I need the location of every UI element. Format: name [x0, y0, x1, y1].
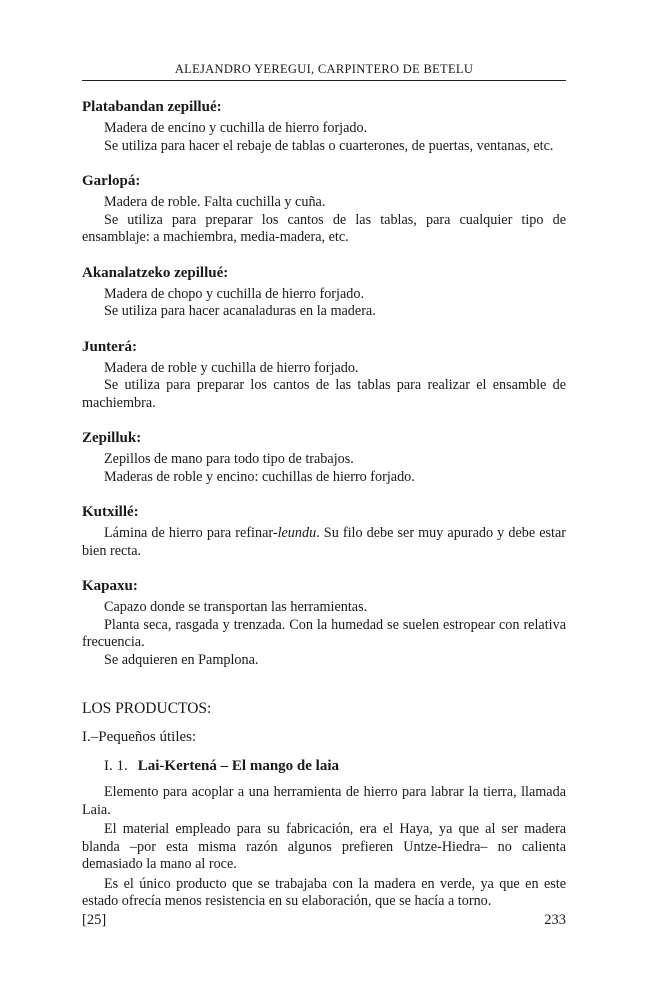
entry-akanalatzeko — [82, 264, 566, 321]
paragraph: Elemento para acoplar a una herramienta de hierro para labrar la tierra, llamada Laia. — [82, 784, 566, 818]
entry-juntera — [82, 338, 566, 413]
entry-title: Kapaxu: — [82, 578, 138, 594]
entry-text: Se utiliza para preparar los cantos de las tablas, para cualquier tipo de ensamblaje: a machiembra, media-madera, etc. — [82, 211, 566, 245]
entry-text — [82, 525, 566, 560]
entry-kutxille — [82, 503, 566, 560]
paragraph: El material empleado para su fabricación, era el Haya, ya que al ser madera blanda –por esta misma razón algunos prefieren Untze-Hiedra– no calienta demasiado la mano al roce. — [82, 821, 566, 872]
entry-text: Se utiliza para hacer el rebaje de tablas o cuarterones, de puertas, ventanas, etc. — [104, 137, 554, 154]
page-number: 233 — [544, 912, 566, 928]
footer-reference: [25] — [82, 912, 107, 928]
entry-title: Kutxillé: — [82, 504, 139, 520]
entry-text: Madera de roble. Falta cuchilla y cuña. — [104, 194, 326, 210]
entry-kapaxu — [82, 577, 566, 669]
running-header: ALEJANDRO YEREGUI, CARPINTERO DE BETELU — [82, 62, 566, 81]
entry-text: Maderas de roble y encino: cuchillas de hierro forjado. — [104, 468, 415, 485]
entry-text: Se utiliza para hacer acanaladuras en la madera. — [104, 303, 376, 319]
paragraph: Es el único producto que se trabajaba con la madera en verde, ya que en este estado ofrecía menos resistencia en su elaboración, que se hacía a torno. — [82, 875, 566, 909]
section-title: LOS PRODUCTOS: — [82, 700, 212, 717]
entry-title: Platabandan zepillué: — [82, 99, 222, 115]
entry-text: Se adquieren en Pamplona. — [104, 651, 259, 668]
entry-title: Garlopá: — [82, 173, 141, 189]
text-run: . Su filo debe ser muy apurado y debe estar bien recta. — [82, 525, 566, 559]
italic-term: leundu — [277, 525, 317, 541]
text-run: Lámina de hierro para refinar- — [104, 525, 278, 541]
entry-text: Madera de encino y cuchilla de hierro forjado. — [104, 120, 368, 136]
item-heading — [82, 757, 566, 776]
item-number: I. 1. — [104, 758, 128, 774]
entry-text: Capazo donde se transportan las herramientas. — [104, 599, 368, 615]
entry-garlopa — [82, 172, 566, 247]
entry-text: Se utiliza para preparar los cantos de las tablas para realizar el ensamble de machiembra. — [82, 377, 566, 411]
page-footer — [82, 912, 566, 929]
entry-platabandan — [82, 98, 566, 155]
entry-text: Planta seca, rasgada y trenzada. Con la humedad se suelen estropear con relativa frecuencia. — [82, 616, 566, 650]
entry-zepilluk — [82, 429, 566, 486]
subsection-title: I.–Pequeños útiles: — [82, 729, 197, 745]
entry-text: Madera de roble y cuchilla de hierro forjado. — [104, 359, 359, 376]
entry-text: Madera de chopo y cuchilla de hierro forjado. — [104, 285, 364, 302]
entry-title: Zepilluk: — [82, 430, 142, 446]
entry-text: Zepillos de mano para todo tipo de trabajos. — [104, 451, 354, 467]
page — [82, 62, 566, 913]
entry-title: Junterá: — [82, 338, 137, 355]
item-title: Lai-Kertená – El mango de laia — [137, 758, 339, 774]
entry-title: Akanalatzeko zepillué: — [82, 264, 229, 281]
section-body — [82, 784, 566, 911]
